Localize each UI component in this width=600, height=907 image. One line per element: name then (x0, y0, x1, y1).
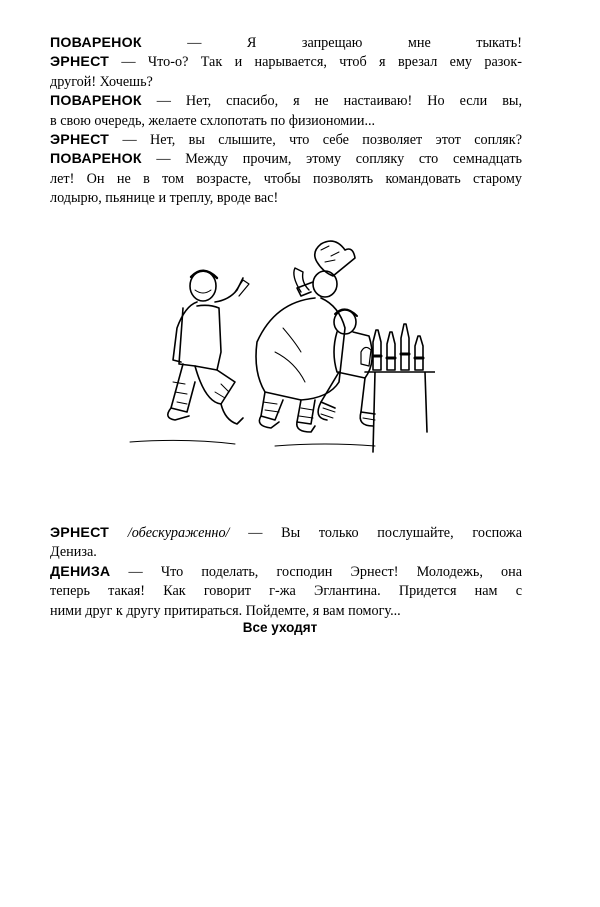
line-5 (50, 112, 522, 131)
speech-text: — Нет, вы слышите, что себе позволяет этот сопляк? (122, 132, 522, 149)
line-3 (50, 73, 522, 92)
speech-text: — Что-о? Так и нарывается, чтоб я врезал ему разок- (121, 54, 523, 71)
speech-text: — Я запрещаю мне тыкать! (187, 35, 522, 51)
line-1 (50, 34, 522, 53)
speaker-name: ДЕНИЗА (50, 563, 111, 580)
speech-text: — Вы только послушайте, госпожа (248, 525, 523, 541)
speech-text: ними друг к другу притираться. Пойдемте, я вам помогу... (50, 602, 401, 619)
speaker-name: ПОВАРЕНОК (50, 35, 142, 51)
speaker-name: ЭРНЕСТ (50, 54, 110, 71)
stage-direction: /обескураженно/ (127, 525, 230, 541)
speech-text: лодырю, пьянице и треплу, вроде вас! (50, 190, 279, 207)
speaker-name: ПОВАРЕНОК (50, 93, 142, 110)
line-11 (50, 543, 522, 562)
dialogue-top (50, 34, 522, 209)
speech-text: — Между прочим, этому сопляку сто семнадцать (156, 151, 523, 168)
line-10 (50, 524, 522, 543)
speech-text: теперь такая! Как говорит г-жа Эглантина. Придется нам с (50, 583, 522, 600)
speaker-name: ЭРНЕСТ (50, 132, 110, 149)
dialogue-bottom (50, 524, 522, 621)
line-9 (50, 189, 522, 208)
speaker-name: ПОВАРЕНОК (50, 151, 142, 168)
stage-direction-exit: Все уходят (242, 620, 318, 635)
line-6 (50, 131, 522, 150)
line-8 (50, 170, 522, 189)
line-7 (50, 150, 522, 169)
speaker-name: ЭРНЕСТ (50, 525, 110, 541)
line-13 (50, 582, 522, 601)
speech-text: — Что поделать, господин Эрнест! Молодежь, она (128, 563, 522, 580)
kitchen-quarrel-illustration-icon (125, 232, 435, 464)
speech-text: лет! Он не в том возрасте, чтобы позволять командовать старому (50, 170, 522, 187)
speech-text: другой! Хочешь? (50, 73, 153, 90)
line-12 (50, 563, 522, 582)
speech-text: Дениза. (50, 544, 97, 561)
line-4 (50, 92, 522, 111)
speech-text: в свою очередь, желаете схлопотать по физиономии... (50, 112, 376, 129)
line-2 (50, 53, 522, 72)
speech-text: — Нет, спасибо, я не настаиваю! Но если вы, (156, 93, 522, 110)
line-14 (50, 602, 522, 621)
